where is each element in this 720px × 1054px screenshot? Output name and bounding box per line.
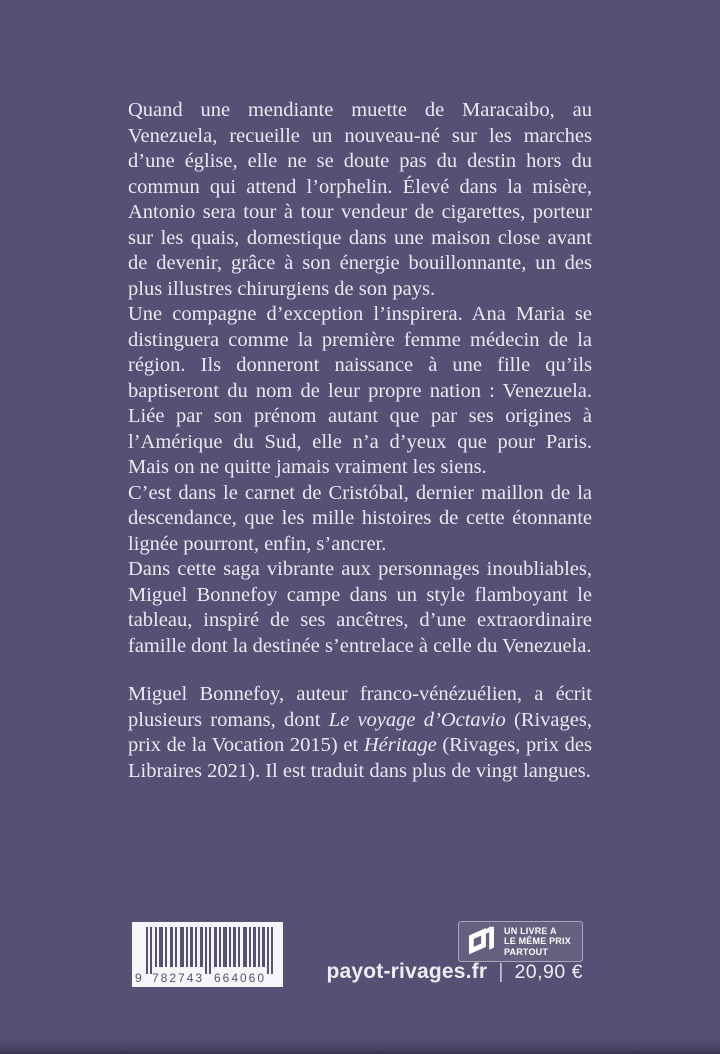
barcode-digits-right: 664060 xyxy=(213,971,267,985)
open-book-icon xyxy=(467,924,498,960)
website-price-row xyxy=(326,960,583,984)
barcode-digit-prefix: 9 xyxy=(135,971,144,985)
bio-text: Miguel Bonnefoy, auteur franco-vénézuélien, a écrit plusieurs romans, dont xyxy=(128,683,592,731)
logo-line: LE MÊME PRIX xyxy=(504,936,571,947)
synopsis-paragraph: Quand une mendiante muette de Maracaibo, au Venezuela, recueille un nouveau-né sur les marches d’une église, elle ne se doute pas du destin hors du commun qui attend l’orphelin. Élevé dans la misère, Antonio sera tour à tour vendeur de cigarettes, porteur sur les quais, domestique dans une maison close avant de devenir, grâce à son énergie bouillonnante, un des plus illustres chirurgiens de son pays. xyxy=(128,99,592,300)
bio-text: (Rivages, prix de la Vocation 2015) et xyxy=(128,708,592,756)
bio-text: (Rivages, prix des Libraires 2021). Il est traduit dans plus de vingt langues. xyxy=(128,734,592,782)
synopsis-paragraph: Dans cette saga vibrante aux personnages inoubliables, Miguel Bonnefoy campe dans un style flamboyant le tableau, inspiré de ses ancêtres, d’une extraordinaire famille dont la destinée s’entrelace à celle du Venezuela. xyxy=(128,558,592,657)
book-title: Le voyage d’Octavio xyxy=(328,708,506,731)
book-title: Héritage xyxy=(363,734,437,756)
publisher-website: payot-rivages.fr xyxy=(326,960,488,983)
book-bottom-edge xyxy=(0,1038,720,1054)
synopsis-paragraph: Une compagne d’exception l’inspirera. Ana Maria se distinguera comme la première femme médecin de la région. Ils donneront naissance à une fille qu’ils baptiseront du nom de leur propre nation : Venezuela. Liée par son prénom autant que par ses origines à l’Amérique du Sud, elle n’a d’yeux que pour Paris. Mais on ne quitte jamais vraiment les siens. xyxy=(128,303,592,478)
barcode-digits-left: 782743 xyxy=(151,971,205,985)
synopsis xyxy=(128,98,592,784)
barcode-bars xyxy=(132,922,283,987)
fixed-price-logo xyxy=(458,921,583,962)
price: 20,90 € xyxy=(514,961,583,983)
author-bio xyxy=(128,682,592,784)
fixed-price-logo-text xyxy=(504,926,571,958)
separator-bar: | xyxy=(498,961,504,983)
logo-line: PARTOUT xyxy=(504,946,549,957)
synopsis-paragraph: C’est dans le carnet de Cristóbal, dernier maillon de la descendance, que les mille histoires de cette étonnante lignée pourront, enfin, s’ancrer. xyxy=(128,481,592,555)
logo-line: UN LIVRE A xyxy=(504,925,557,936)
barcode xyxy=(132,922,283,987)
